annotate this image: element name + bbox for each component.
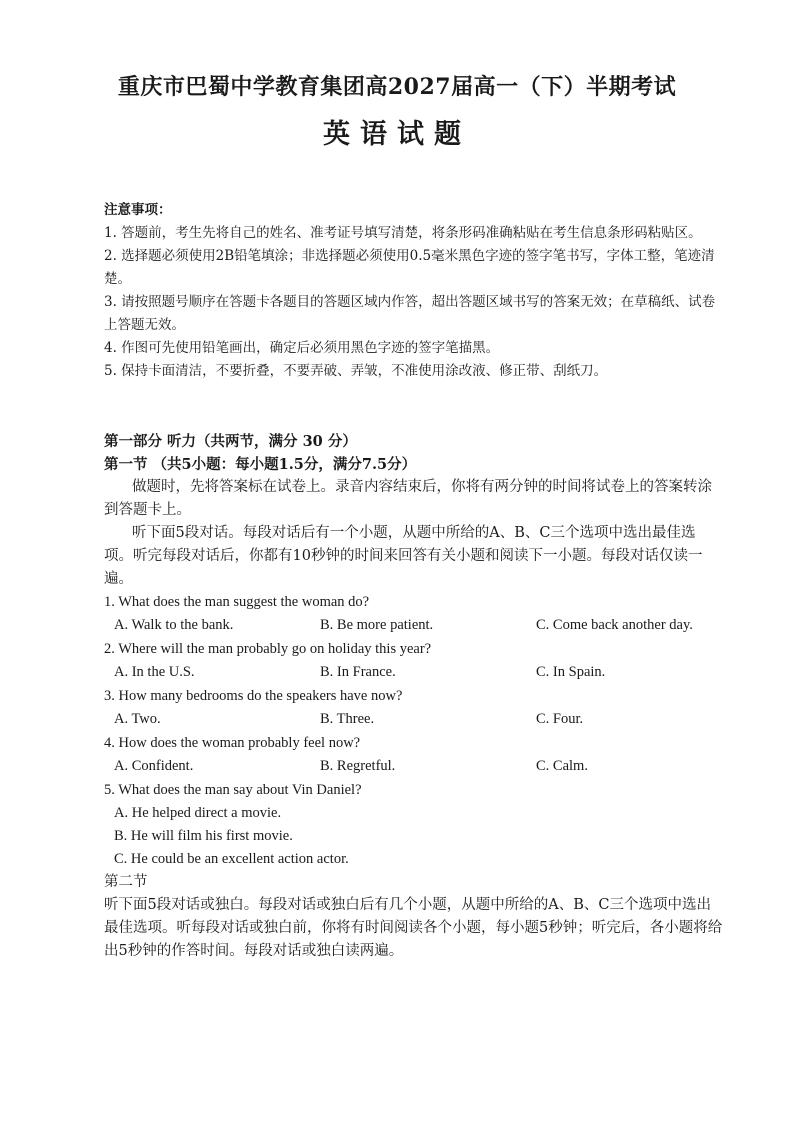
option-a: A. Confident. bbox=[114, 758, 194, 774]
option-b: B. He will film his first movie. bbox=[114, 828, 293, 844]
option-c: C. Calm. bbox=[536, 758, 588, 774]
question-2 bbox=[104, 638, 724, 685]
question-4 bbox=[104, 732, 724, 779]
option-a: A. He helped direct a movie. bbox=[114, 805, 282, 821]
question-stem: 5. What does the man say about Vin Daniel? bbox=[104, 782, 362, 798]
option-c: C. Four. bbox=[536, 711, 584, 727]
option-row bbox=[104, 614, 724, 638]
section2-title: 第二节 bbox=[104, 874, 148, 890]
notes-heading: 注意事项： bbox=[104, 202, 172, 218]
option-c: C. He could be an excellent action actor. bbox=[114, 851, 349, 867]
option-b: B. Regretful. bbox=[320, 758, 396, 774]
question-5 bbox=[104, 779, 724, 871]
question-stem: 3. How many bedrooms do the speakers have now? bbox=[104, 688, 403, 704]
note-item-3: 3. 请按照题号顺序在答题卡各题目的答题区域内作答，超出答题区域书写的答案无效；在草稿纸、试卷上答题无效。 bbox=[104, 294, 716, 333]
notes-block bbox=[104, 199, 724, 383]
question-3 bbox=[104, 685, 724, 732]
question-1 bbox=[104, 591, 724, 638]
subject-title: 英语试题 bbox=[323, 119, 471, 150]
section1-title: 第一节 （共5小题：每小题1.5分，满分7.5分） bbox=[104, 456, 417, 473]
question-stem: 2. Where will the man probably go on holiday this year? bbox=[104, 641, 432, 657]
option-row bbox=[104, 755, 724, 779]
exam-title: 重庆市巴蜀中学教育集团高2027届高一（下）半期考试 bbox=[117, 74, 677, 100]
note-item-5: 5. 保持卡面清洁，不要折叠，不要弄破、弄皱，不准使用涂改液、修正带、刮纸刀。 bbox=[104, 363, 608, 379]
note-item-1: 1. 答题前，考生先将自己的姓名、准考证号填写清楚，将条形码准确粘贴在考生信息条形码粘贴区。 bbox=[104, 225, 702, 241]
option-row bbox=[104, 708, 724, 732]
option-b: B. In France. bbox=[320, 664, 396, 680]
option-a: A. Walk to the bank. bbox=[114, 617, 234, 633]
section2-intro: 听下面5段对话或独白。每段对话或独白后有几个小题，从题中所给的A、B、C三个选项中选出最佳选项。听每段对话或独白前，你将有时间阅读各个小题，每小题5秒钟；听完后，各小题将给出5秒钟的作答时间。每段对话或独白读两遍。 bbox=[104, 897, 723, 959]
question-stem: 4. How does the woman probably feel now? bbox=[104, 735, 361, 751]
option-b: B. Three. bbox=[320, 711, 375, 727]
note-item-2: 2. 选择题必须使用2B铅笔填涂；非选择题必须使用0.5毫米黑色字迹的签字笔书写，字体工整，笔迹清楚。 bbox=[104, 248, 715, 287]
option-c: C. In Spain. bbox=[536, 664, 606, 680]
section1-intro-2: 听下面5段对话。每段对话后有一个小题，从题中所给的A、B、C三个选项中选出最佳选项。听完每段对话后，你都有10秒钟的时间来回答有关小题和阅读下一小题。每段对话仅读一遍。 bbox=[104, 525, 703, 587]
note-item-4: 4. 作图可先使用铅笔画出，确定后必须用黑色字迹的签字笔描黑。 bbox=[104, 340, 500, 356]
option-a: A. In the U.S. bbox=[114, 664, 195, 680]
section1-intro-1: 做题时，先将答案标在试卷上。录音内容结束后，你将有两分钟的时间将试卷上的答案转涂到答题卡上。 bbox=[104, 479, 712, 518]
listening-section bbox=[104, 430, 724, 963]
option-a: A. Two. bbox=[114, 711, 161, 727]
option-b: B. Be more patient. bbox=[320, 617, 434, 633]
part1-title: 第一部分 听力（共两节，满分 30 分） bbox=[104, 433, 357, 450]
question-stem: 1. What does the man suggest the woman do? bbox=[104, 594, 370, 610]
option-c: C. Come back another day. bbox=[536, 617, 693, 633]
option-row bbox=[104, 661, 724, 685]
